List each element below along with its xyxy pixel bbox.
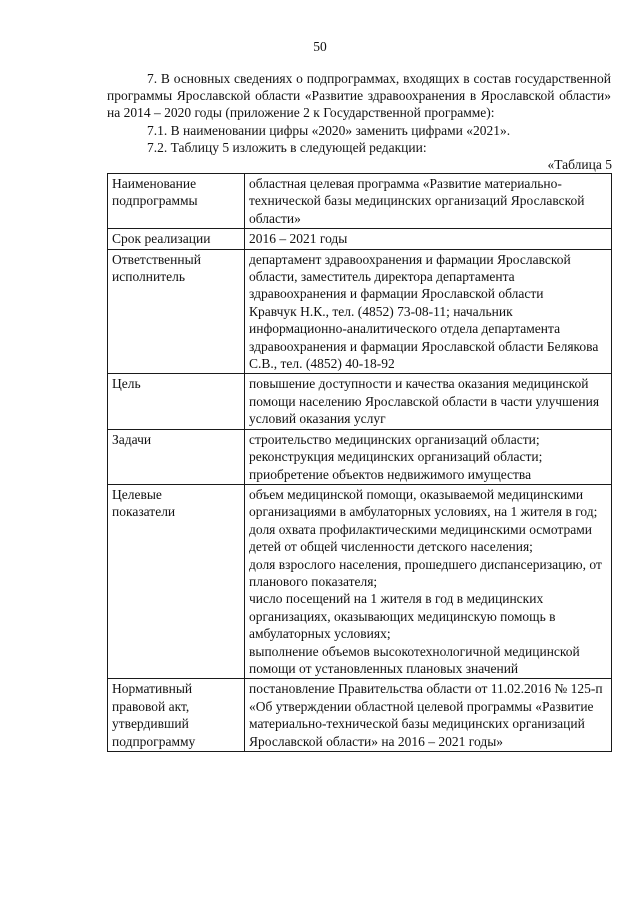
paragraph-7-1: 7.1. В наименовании цифры «2020» заменить цифрами «2021».	[147, 122, 511, 138]
row-label-cell	[108, 679, 245, 752]
row-label-cell	[108, 484, 245, 678]
row-value-line: 2016 – 2021 годы	[249, 231, 348, 247]
row-label-cell	[108, 429, 245, 484]
row-label-line: утвердивший	[112, 716, 189, 732]
table-row	[108, 249, 612, 374]
row-value-line: объем медицинской помощи, оказываемой медицинскими организациями в амбулаторных условиях, на 1 жителя в год;	[249, 486, 598, 520]
row-label-cell	[108, 229, 245, 249]
row-label-line: Задачи	[112, 431, 152, 447]
row-value-cell	[245, 249, 612, 374]
row-value-line: доля охвата профилактическими медицинскими осмотрами детей от общей численности детского населения;	[249, 521, 592, 555]
row-value-line: строительство медицинских организаций области;	[249, 431, 540, 447]
table-row	[108, 174, 612, 229]
row-value-line: реконструкция медицинских организаций области;	[249, 449, 543, 465]
page-number: 50	[313, 39, 327, 54]
row-value-line: доля взрослого населения, прошедшего диспансеризацию, от планового показателя;	[249, 556, 602, 589]
row-label-line: Ответственный	[112, 251, 201, 267]
table-row	[108, 229, 612, 249]
table-caption: «Таблица 5	[547, 157, 612, 173]
row-value-line: число посещений на 1 жителя в год в медицинских организациях, оказывающих медицинскую помощь в амбулаторных условиях;	[249, 591, 556, 642]
row-value-line: Кравчук Н.К., тел. (4852) 73-08-11; начальник информационно-аналитического отдела департамента здравоохранения и фармации Ярославской области Белякова С.В., тел. (4852) 40-18-92	[249, 303, 599, 372]
row-value-line: выполнение объемов высокотехнологичной медицинской помощи от установленных плановых значений	[249, 643, 580, 676]
row-label-cell	[108, 374, 245, 429]
row-value-cell	[245, 229, 612, 249]
table-row	[108, 484, 612, 678]
row-label-line: Нормативный	[112, 681, 193, 697]
row-value-line: областная целевая программа «Развитие материально-технической базы медицинских организаций Ярославской области»	[249, 176, 585, 226]
subprogram-table	[107, 173, 612, 752]
row-value-cell	[245, 374, 612, 429]
paragraph-7-2: 7.2. Таблицу 5 изложить в следующей редакции:	[147, 139, 427, 155]
row-value-line: департамент здравоохранения и фармации Ярославской области, заместитель директора департамента здравоохранения и фармации Ярославской области	[249, 251, 571, 302]
row-label-line: Наименование	[112, 176, 197, 192]
row-label-line: Целевые	[112, 486, 162, 502]
table-row	[108, 374, 612, 429]
row-label-cell	[108, 174, 245, 229]
row-label-line: Цель	[112, 376, 141, 392]
row-label-line: исполнитель	[112, 269, 185, 285]
row-value-cell	[245, 429, 612, 484]
paragraph-7: 7. В основных сведениях о подпрограммах, входящих в состав государственной программы Ярославской области «Развитие здравоохранения в Ярославской области» на 2014 – 2020 годы (приложение 2 к Государственной программе):	[107, 71, 611, 121]
table-row	[108, 429, 612, 484]
row-label-line: подпрограмму	[112, 733, 196, 749]
row-value-cell	[245, 679, 612, 752]
row-value-line: повышение доступности и качества оказания медицинской помощи населению Ярославской области в части улучшения условий оказания услуг	[249, 376, 600, 427]
row-label-line: Срок реализации	[112, 231, 211, 247]
row-label-line: подпрограммы	[112, 193, 198, 209]
row-value-cell	[245, 484, 612, 678]
row-label-cell	[108, 249, 245, 374]
row-value-line: постановление Правительства области от 11.02.2016 № 125-п «Об утверждении областной целевой программы «Развитие материально-технической базы медицинских организаций Ярославской области» на 2016 – 2021 годы»	[249, 681, 603, 749]
row-value-cell	[245, 174, 612, 229]
row-label-line: правовой акт,	[112, 698, 190, 714]
table-row	[108, 679, 612, 752]
row-value-line: приобретение объектов недвижимого имущества	[249, 466, 532, 482]
row-label-line: показатели	[112, 504, 176, 520]
document-body	[107, 70, 611, 752]
